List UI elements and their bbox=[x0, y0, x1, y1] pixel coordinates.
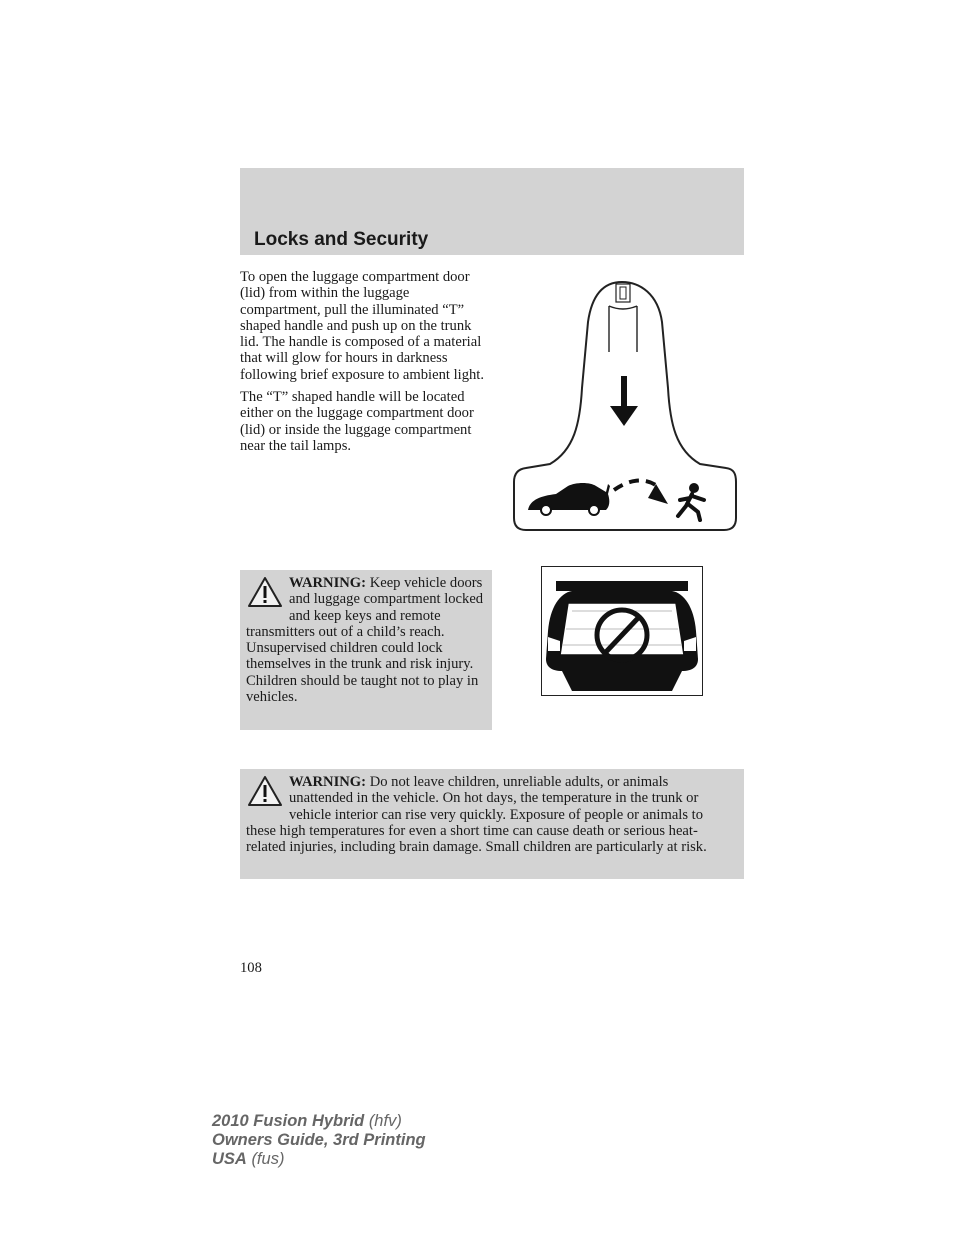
section-header bbox=[240, 168, 744, 255]
paragraph: The “T” shaped handle will be located either on the luggage compartment door (lid) or inside the luggage compartment near the tail lamps. bbox=[240, 389, 474, 454]
footer-publication-info bbox=[212, 1112, 426, 1169]
warning-box bbox=[240, 570, 492, 730]
page-number: 108 bbox=[240, 960, 262, 976]
footer-market: USA bbox=[212, 1150, 247, 1168]
t-handle-illustration bbox=[510, 278, 740, 534]
body-text bbox=[240, 269, 492, 460]
footer-model-code: (hfv) bbox=[368, 1112, 402, 1130]
warning-label: WARNING: bbox=[289, 575, 367, 591]
footer-market-code: (fus) bbox=[251, 1150, 285, 1168]
warning-box bbox=[240, 769, 744, 879]
footer-printing: Owners Guide, 3rd Printing bbox=[212, 1131, 426, 1149]
warning-text: Keep vehicle doors and luggage compartment locked and keep keys and remote transmitters out of a child’s reach. Unsupervised children could lock themselves in the trunk and risk injury. Children should be taught not to play in vehicles. bbox=[246, 575, 484, 706]
warning-triangle-icon bbox=[246, 774, 284, 808]
footer-model: 2010 Fusion Hybrid bbox=[212, 1112, 365, 1130]
warning-text: Do not leave children, unreliable adults, or animals unattended in the vehicle. On hot days, the temperature in the trunk or vehicle interior can rise very quickly. Exposure of people or animals to these high temperatures for even a short time can cause death or serious heat-related injuries, including brain damage. Small children are particularly at risk. bbox=[246, 774, 707, 856]
trunk-illustration-frame bbox=[541, 566, 703, 696]
paragraph: To open the luggage compartment door (lid) from within the luggage compartment, pull the illuminated “T” shaped handle and push up on the trunk lid. The handle is composed of a material that will glow for hours in darkness following brief exposure to ambient light. bbox=[240, 269, 484, 383]
warning-triangle-icon bbox=[246, 575, 284, 609]
warning-label: WARNING: bbox=[289, 774, 367, 790]
section-title: Locks and Security bbox=[254, 229, 429, 250]
trunk-prohibition-illustration bbox=[542, 567, 702, 695]
